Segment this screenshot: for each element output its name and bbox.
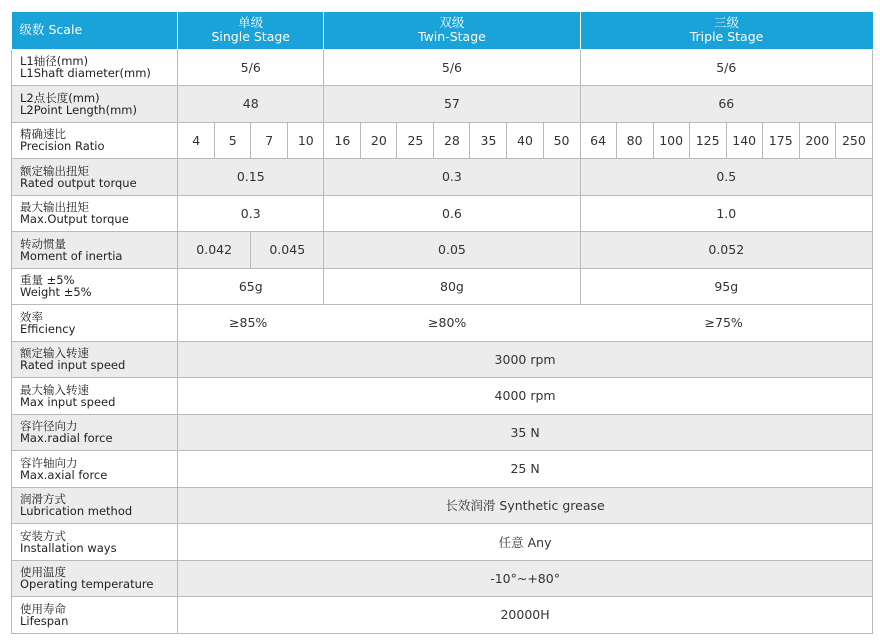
table-row-shaft — [12, 49, 873, 86]
cell-value: 1.0 — [580, 195, 872, 232]
label-zh: 效率 — [20, 309, 43, 324]
ratio-cell: 140 — [726, 122, 762, 159]
ratio-cell: 80 — [616, 122, 653, 159]
label-en: Operating temperature — [20, 577, 154, 592]
row-label — [12, 341, 178, 378]
table-row-axial — [12, 451, 873, 488]
label-en: Lifespan — [20, 613, 69, 628]
cell-value: 0.3 — [178, 195, 324, 232]
label-zh: 最大输入转速 — [20, 382, 89, 397]
label-zh: 额定输出扭矩 — [20, 163, 89, 178]
row-label — [12, 159, 178, 196]
row-label — [12, 451, 178, 488]
ratio-cell: 20 — [361, 122, 397, 159]
ratio-cell: 175 — [762, 122, 799, 159]
scale-header — [12, 12, 178, 49]
label-en: Max.radial force — [20, 431, 113, 446]
label-en: Rated input speed — [20, 358, 126, 373]
cell-value: 0.045 — [251, 232, 324, 269]
row-label — [12, 560, 178, 597]
scale-zh: 级数 — [19, 22, 45, 38]
label-en: Moment of inertia — [20, 248, 123, 263]
row-label — [12, 524, 178, 561]
ratio-cell: 50 — [543, 122, 580, 159]
label-en: Installation ways — [20, 540, 117, 555]
label-en: Weight ±5% — [20, 285, 92, 300]
table-row-lifespan — [12, 597, 873, 634]
cell-value: 66 — [580, 86, 872, 123]
cell-value: 95g — [580, 268, 872, 305]
cell-value: 5/6 — [580, 49, 872, 86]
ratio-cell: 28 — [434, 122, 470, 159]
triple-stage-header — [580, 12, 872, 49]
table-row-weight — [12, 268, 873, 305]
ratio-cell: 10 — [288, 122, 324, 159]
table-row-inertia — [12, 232, 873, 269]
label-en: Precision Ratio — [20, 139, 105, 154]
cell-value: 80g — [324, 268, 580, 305]
label-zh: 润滑方式 — [20, 492, 66, 507]
cell-value: ≥80% — [428, 315, 467, 331]
triple-stage-zh: 三级 — [714, 15, 740, 31]
label-en: Efficiency — [20, 321, 76, 336]
table-row-rated-torque — [12, 159, 873, 196]
triple-stage-en: Triple Stage — [689, 29, 764, 45]
table-row-temperature — [12, 560, 873, 597]
cell-value: 任意 Any — [178, 524, 873, 561]
cell-value: ≥85% — [229, 315, 268, 331]
table-row-installation — [12, 524, 873, 561]
ratio-cell: 100 — [653, 122, 689, 159]
row-label — [12, 86, 178, 123]
label-zh: 使用温度 — [20, 565, 66, 580]
label-zh: 容许轴向力 — [20, 455, 78, 470]
ratio-cell: 125 — [689, 122, 726, 159]
label-en: Max input speed — [20, 394, 116, 409]
row-label — [12, 122, 178, 159]
ratio-cell: 4 — [178, 122, 215, 159]
table-row-efficiency — [12, 305, 873, 342]
cell-value: 3000 rpm — [178, 341, 873, 378]
cell-value: 0.5 — [580, 159, 872, 196]
cell-value: 0.6 — [324, 195, 580, 232]
label-zh: 安装方式 — [20, 528, 66, 543]
single-stage-header — [178, 12, 324, 49]
cell-value: 0.3 — [324, 159, 580, 196]
cell-value: 0.042 — [178, 232, 251, 269]
label-en: L2Point Length(mm) — [20, 102, 137, 117]
cell-value: 25 N — [178, 451, 873, 488]
label-zh: 额定输入转速 — [20, 346, 89, 361]
cell-value: ≥75% — [704, 315, 743, 331]
cell-value: 57 — [324, 86, 580, 123]
row-label — [12, 414, 178, 451]
table-row-lubrication — [12, 487, 873, 524]
row-label — [12, 195, 178, 232]
row-label — [12, 232, 178, 269]
table-row-ratio — [12, 122, 873, 159]
label-zh: 重量 ±5% — [20, 273, 75, 288]
cell-value: -10°~+80° — [178, 560, 873, 597]
cell-value: 35 N — [178, 414, 873, 451]
twin-stage-zh: 双级 — [439, 15, 465, 31]
label-en: Max.Output torque — [20, 212, 129, 227]
ratio-cell: 40 — [507, 122, 543, 159]
label-en: Max.axial force — [20, 467, 108, 482]
row-label — [12, 49, 178, 86]
cell-value: 48 — [178, 86, 324, 123]
table-row-max-speed — [12, 378, 873, 415]
label-zh: 精确速比 — [20, 127, 66, 142]
ratio-cell: 35 — [470, 122, 507, 159]
label-zh: 使用寿命 — [20, 601, 66, 616]
single-stage-en: Single Stage — [211, 29, 290, 45]
ratio-cell: 64 — [580, 122, 616, 159]
cell-value: 长效润滑 Synthetic grease — [178, 487, 873, 524]
ratio-cell: 7 — [251, 122, 288, 159]
ratio-cell: 250 — [835, 122, 872, 159]
twin-stage-header — [324, 12, 580, 49]
cell-value: 0.15 — [178, 159, 324, 196]
table-row-length — [12, 86, 873, 123]
row-label — [12, 268, 178, 305]
table-row-max-torque — [12, 195, 873, 232]
label-zh: 最大输出扭矩 — [20, 200, 89, 215]
table-row-rated-speed — [12, 341, 873, 378]
ratio-cell: 16 — [324, 122, 361, 159]
cell-value: 5/6 — [178, 49, 324, 86]
cell-value: 65g — [178, 268, 324, 305]
row-label — [12, 305, 178, 342]
label-zh: 容许径向力 — [20, 419, 78, 434]
label-en: Lubrication method — [20, 504, 133, 519]
efficiency-values — [178, 305, 873, 342]
cell-value: 4000 rpm — [178, 378, 873, 415]
ratio-cell: 5 — [215, 122, 251, 159]
row-label — [12, 378, 178, 415]
row-label — [12, 487, 178, 524]
ratio-cell: 25 — [397, 122, 434, 159]
table-row-radial — [12, 414, 873, 451]
label-en: L1Shaft diameter(mm) — [20, 66, 151, 81]
cell-value: 0.05 — [324, 232, 580, 269]
label-zh: L1轴径(mm) — [20, 54, 89, 69]
spec-table — [11, 12, 873, 634]
cell-value: 0.052 — [580, 232, 872, 269]
ratio-cell: 200 — [799, 122, 835, 159]
header-row — [12, 12, 873, 49]
single-stage-zh: 单级 — [238, 15, 264, 31]
cell-value: 5/6 — [324, 49, 580, 86]
label-zh: L2点长度(mm) — [20, 90, 100, 105]
label-zh: 转动惯量 — [20, 236, 66, 251]
twin-stage-en: Twin-Stage — [418, 29, 486, 45]
scale-en: Scale — [48, 22, 83, 38]
row-label — [12, 597, 178, 634]
label-en: Rated output torque — [20, 175, 137, 190]
cell-value: 20000H — [178, 597, 873, 634]
